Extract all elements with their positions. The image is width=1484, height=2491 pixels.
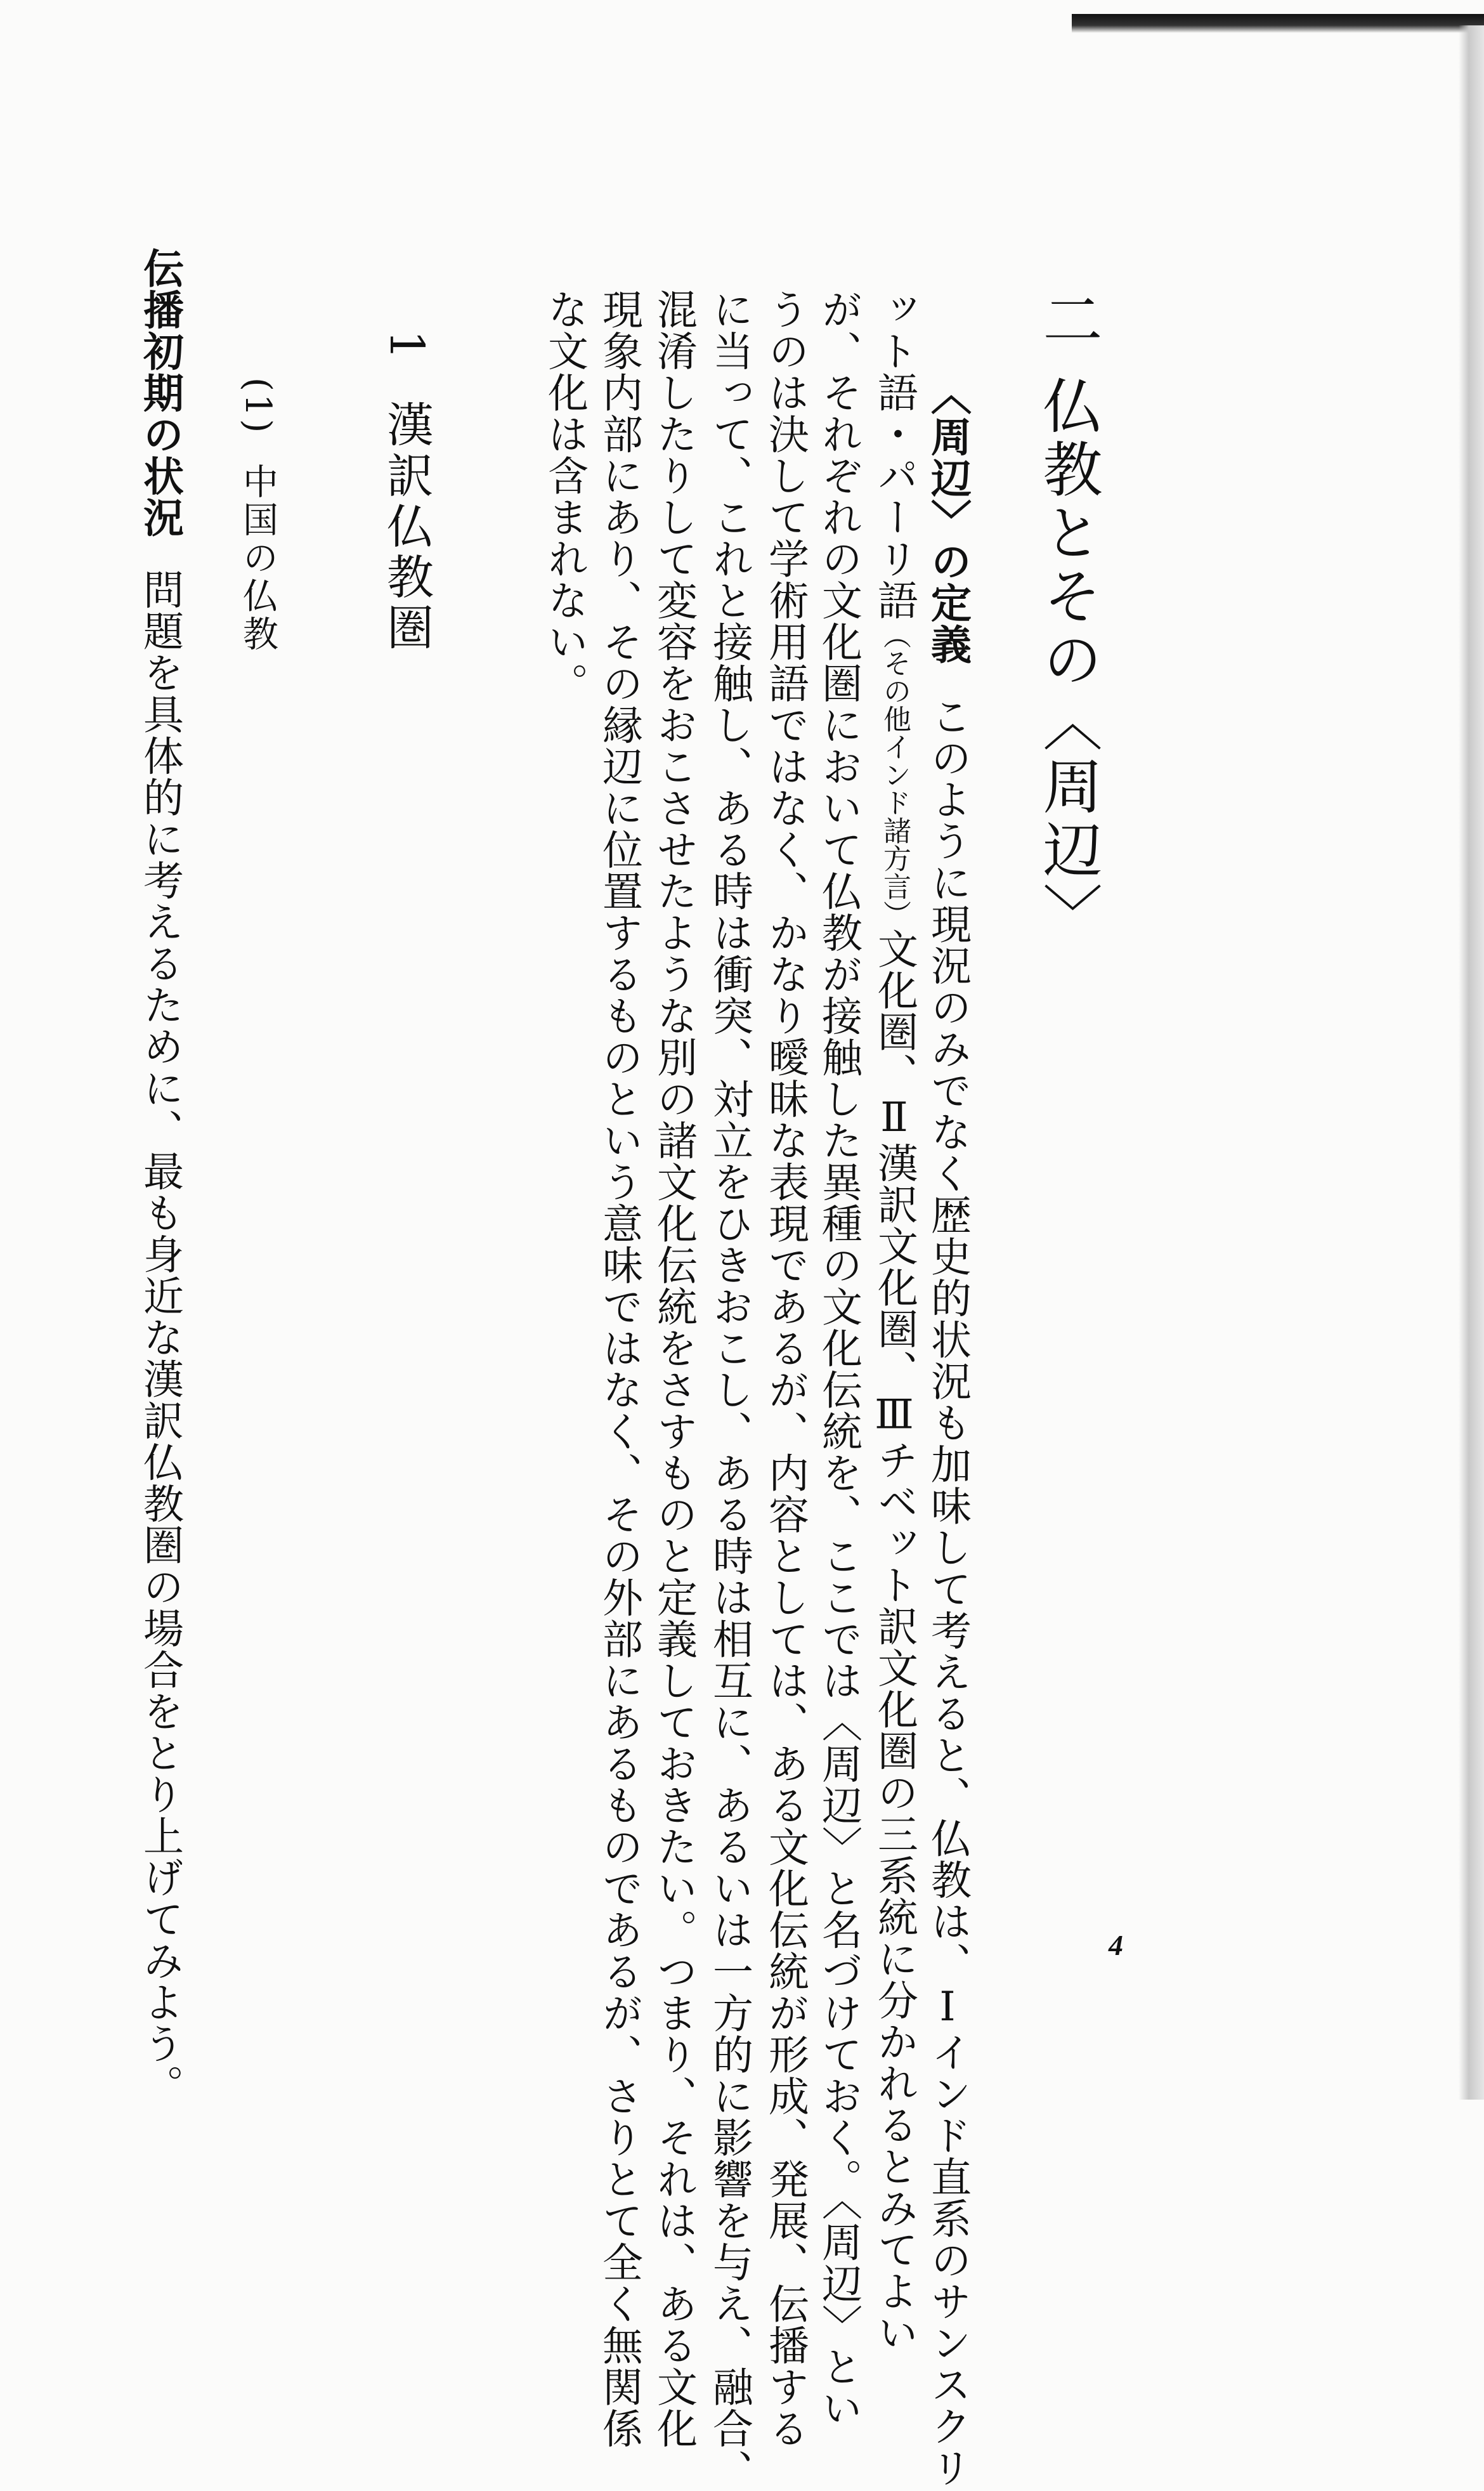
intro-heading: 〈周辺〉の定義 (924, 374, 972, 665)
intro-line-5: に当って、これと接触し、ある時は衝突、対立をひきおこし、ある時は相互に、あるいは一方的に影響を与え、融合、 (706, 289, 753, 2491)
subsection-title: 中国の仏教 (237, 463, 278, 654)
intro-text-2b: 文化圏、Ⅱ漢訳文化圏、Ⅲチベット訳文化圏の三系統に分かれるとみてよい (871, 928, 918, 2353)
intro-line-6: 混淆したりして変容をおこさせたような別の諸文化伝統をさすものと定義しておきたい。つまり、それは、ある文化 (650, 289, 697, 2449)
chapter-title (1032, 289, 1102, 946)
intro-text-2a: ット語・パーリ語 (871, 289, 918, 621)
section-heading (379, 330, 434, 655)
subsection-number: (1) (237, 377, 278, 436)
subsection-heading (237, 377, 278, 654)
paragraph-2-text: 問題を具体的に考えるために、最も身近な漢訳仏教圏の場合をとり上げてみよう。 (136, 568, 183, 2106)
scan-shadow-top (1072, 14, 1484, 33)
section-number: 1 (379, 330, 434, 364)
paragraph-2-heading: 伝播初期の状況 (136, 247, 184, 539)
intro-line-4: うのは決して学術用語ではなく、かなり曖昧な表現であるが、内容としては、ある文化伝統が形成、発展、伝播する (762, 289, 809, 2449)
chapter-title-text: 仏教とその〈周辺〉 (1032, 375, 1102, 946)
intro-text-2-note: （その他インド諸方言） (878, 621, 911, 928)
intro-line-1 (924, 374, 972, 2488)
intro-line-2 (871, 289, 918, 2353)
scan-shadow-right (1459, 25, 1484, 2100)
chapter-number: 二 (1032, 289, 1102, 352)
intro-line-8: な文化は含まれない。 (541, 289, 588, 704)
section-title: 漢訳仏教圏 (379, 400, 434, 655)
paragraph-2 (136, 247, 184, 2106)
intro-text-1: このように現況のみでなく歴史的状況も加味して考えると、仏教は、Ⅰインド直系のサンスクリ (924, 695, 971, 2488)
page-number: 4 (1109, 1929, 1123, 1961)
intro-line-3: が、それぞれの文化圏において仏教が接触した異種の文化伝統を、ここでは〈周辺〉と名づけておく。〈周辺〉とい (815, 289, 862, 2429)
intro-line-7: 現象内部にあり、その縁辺に位置するものという意味ではなく、その外部にあるものであるが、さりとて全く無関係 (596, 289, 642, 2449)
